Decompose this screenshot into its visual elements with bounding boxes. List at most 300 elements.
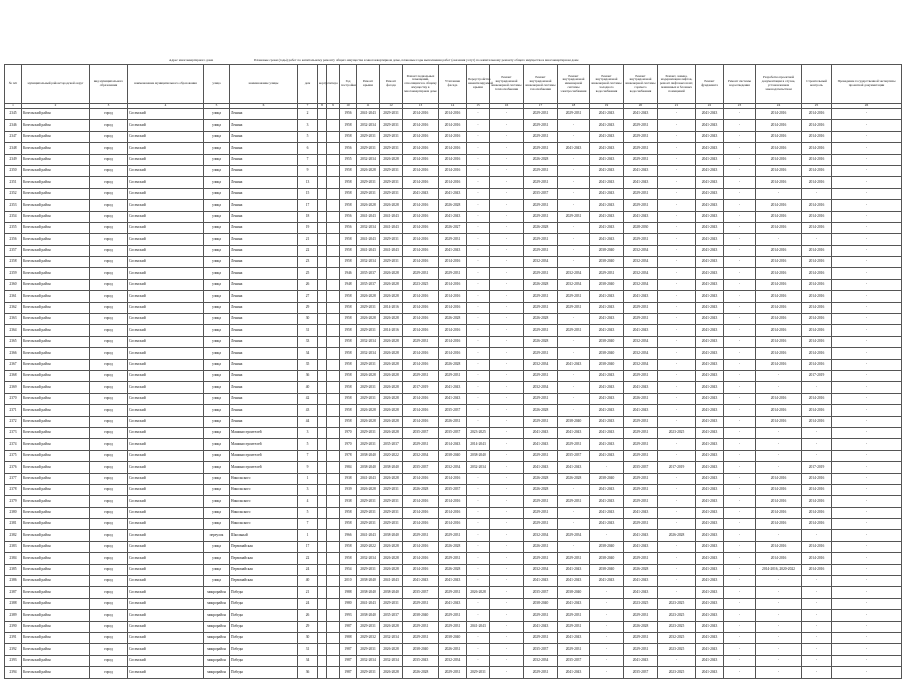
table-cell: 2029-2031 <box>357 359 380 370</box>
table-cell: 2038-2040 <box>590 564 624 575</box>
table-cell: 2026-2028 <box>380 268 403 279</box>
table-cell: - <box>490 598 524 609</box>
table-cell: Козельский район <box>22 268 90 279</box>
table-cell: 13 <box>298 177 318 188</box>
table-cell <box>318 257 327 268</box>
table-cell: 2041-2043 <box>696 496 724 507</box>
table-cell: - <box>490 644 524 655</box>
table-cell: - <box>658 496 696 507</box>
table-cell: - <box>802 576 832 587</box>
table-cell: 1 <box>298 473 318 484</box>
table-cell: 2029-2031 <box>624 370 658 381</box>
table-cell: - <box>756 610 802 621</box>
table-row <box>5 541 902 552</box>
table-cell: 2041-2043 <box>696 667 724 678</box>
table-cell <box>318 507 327 518</box>
table-cell: 2029-2031 <box>357 507 380 518</box>
table-cell <box>318 188 327 199</box>
table-cell: - <box>490 405 524 416</box>
table-cell: 2041-2043 <box>380 245 403 256</box>
table-cell: - <box>467 405 490 416</box>
table-cell: 2382 <box>5 530 22 541</box>
table-cell <box>318 279 327 290</box>
table-cell: 2041-2043 <box>696 519 724 530</box>
table-cell: Сосенский <box>128 109 204 120</box>
table-cell: 2041-2043 <box>590 450 624 461</box>
table-cell: 2035-2037 <box>524 644 558 655</box>
table-cell: город <box>90 450 128 461</box>
table-cell: 1988 <box>340 587 357 598</box>
table-cell: 26 <box>298 610 318 621</box>
table-cell: 2014-2016, 2020-2022 <box>756 564 802 575</box>
table-cell: 2041-2043 <box>439 245 467 256</box>
table-cell: 2032-2034 <box>380 632 403 643</box>
table-cell: 2026-2028 <box>558 473 590 484</box>
table-cell: - <box>467 598 490 609</box>
table-cell: - <box>724 188 756 199</box>
table-cell: - <box>490 234 524 245</box>
table-cell: 2032-2034 <box>624 245 658 256</box>
table-cell: - <box>724 416 756 427</box>
table-cell: 2041-2043 <box>624 541 658 552</box>
table-cell: 2377 <box>5 473 22 484</box>
column-number: 18 <box>558 104 590 109</box>
table-cell: 1958 <box>340 177 357 188</box>
table-cell <box>327 416 340 427</box>
table-cell: 2029-2031 <box>357 188 380 199</box>
table-cell: - <box>724 359 756 370</box>
table-cell: - <box>658 234 696 245</box>
table-cell: Козельский район <box>22 131 90 142</box>
table-cell: 2029-2031 <box>558 291 590 302</box>
col-header: Ремонт крыши <box>357 65 380 104</box>
table-cell: 2014-2016 <box>802 564 832 575</box>
table-cell: - <box>658 416 696 427</box>
table-cell: - <box>724 427 756 438</box>
table-cell: Сосенский <box>128 427 204 438</box>
table-cell: - <box>467 109 490 120</box>
table-cell: - <box>832 109 902 120</box>
table-cell: микрорайон <box>204 667 230 678</box>
table-cell: 2041-2043 <box>403 188 439 199</box>
table-cell: 2041-2043 <box>558 427 590 438</box>
table-cell: - <box>724 405 756 416</box>
table-cell: Сосенский <box>128 473 204 484</box>
table-cell: Козельский район <box>22 644 90 655</box>
table-cell <box>327 154 340 165</box>
table-cell: 18 <box>298 211 318 222</box>
table-cell: 1988 <box>340 632 357 643</box>
table-cell <box>318 348 327 359</box>
table-cell: Козельский район <box>22 496 90 507</box>
table-cell <box>327 325 340 336</box>
table-cell: 2014-2016 <box>756 348 802 359</box>
table-cell: 1966 <box>340 530 357 541</box>
table-cell: - <box>832 507 902 518</box>
col-header: Ремонт системы водоотведения <box>724 65 756 104</box>
table-row <box>5 382 902 393</box>
table-cell <box>327 109 340 120</box>
column-number: 16 <box>490 104 524 109</box>
table-cell: - <box>658 268 696 279</box>
table-cell: 2029-2031 <box>380 507 403 518</box>
table-cell: 2026-2028 <box>524 484 558 495</box>
table-cell: - <box>658 165 696 176</box>
table-cell: 2029-2031 <box>467 667 490 678</box>
table-cell: город <box>90 655 128 666</box>
table-cell: 2029-2031 <box>524 302 558 313</box>
table-cell: Ленина <box>230 257 298 268</box>
table-cell: 2032-2025 <box>658 632 696 643</box>
table-cell: - <box>832 405 902 416</box>
table-cell: 2386 <box>5 576 22 587</box>
table-cell <box>327 405 340 416</box>
table-cell: - <box>832 359 902 370</box>
col-header: дом <box>298 65 318 104</box>
table-cell: 2041-2043 <box>696 439 724 450</box>
table-row <box>5 165 902 176</box>
table-cell: 2041-2043 <box>696 553 724 564</box>
table-cell: 2014-2016 <box>403 541 439 552</box>
table-cell: Сосенский <box>128 530 204 541</box>
table-cell: 2014-2016 <box>403 393 439 404</box>
table-cell <box>327 496 340 507</box>
table-cell: - <box>724 370 756 381</box>
table-cell: 2032-2034 <box>524 655 558 666</box>
table-cell: - <box>558 405 590 416</box>
table-cell: - <box>832 587 902 598</box>
table-cell: 2041-2043 <box>590 222 624 233</box>
table-cell: - <box>490 530 524 541</box>
table-row <box>5 530 902 541</box>
table-cell: - <box>467 177 490 188</box>
table-cell: 2369 <box>5 382 22 393</box>
table-cell: Ленина <box>230 200 298 211</box>
table-cell: 1958 <box>340 245 357 256</box>
table-cell: 2029-2031 <box>558 621 590 632</box>
table-cell: - <box>724 507 756 518</box>
periods-group-label: Плановые сроки (годы) работ по капитальному ремонту общего имущества в многоквартирном доме, плановые годы выполнения работ (оказания услуг) по капитальному ремонту общего имущества в многоквартирном доме <box>254 58 579 62</box>
table-cell: - <box>724 268 756 279</box>
table-cell: 2041-2043 <box>624 177 658 188</box>
table-cell: 2026-2028 <box>624 564 658 575</box>
table-cell: Ленина <box>230 245 298 256</box>
table-cell: - <box>658 211 696 222</box>
table-cell: 2032-2034 <box>524 257 558 268</box>
table-cell: 2014-2016 <box>756 268 802 279</box>
table-cell: 1958 <box>340 325 357 336</box>
table-cell: 2372 <box>5 416 22 427</box>
table-cell: 2014-2016 <box>802 120 832 131</box>
table-cell: - <box>558 382 590 393</box>
col-header: муниципальный район/городской округ <box>22 65 90 104</box>
table-cell: - <box>724 165 756 176</box>
table-cell: - <box>724 314 756 325</box>
table-cell: 2029-2031 <box>380 143 403 154</box>
table-cell: Козельский район <box>22 165 90 176</box>
col-header: корпус <box>318 65 327 104</box>
table-cell <box>318 222 327 233</box>
table-cell: 2014-2016 <box>756 257 802 268</box>
table-cell: город <box>90 120 128 131</box>
table-cell: 1958 <box>340 416 357 427</box>
table-cell: - <box>490 564 524 575</box>
table-cell <box>318 473 327 484</box>
table-cell: 2381 <box>5 519 22 530</box>
table-cell <box>327 336 340 347</box>
table-cell: 2350 <box>5 165 22 176</box>
table-cell: Сосенский <box>128 598 204 609</box>
table-cell <box>327 165 340 176</box>
table-cell: Козельский район <box>22 427 90 438</box>
table-cell: 1970 <box>340 439 357 450</box>
col-header: Разработка проектной документации в случае, установленном законодательством <box>756 65 802 104</box>
table-cell: - <box>724 473 756 484</box>
table-cell: 2041-2043 <box>696 257 724 268</box>
table-cell: - <box>832 325 902 336</box>
table-cell: 1958 <box>340 165 357 176</box>
table-cell: Сосенский <box>128 587 204 598</box>
table-cell: 2026-2028 <box>380 154 403 165</box>
table-cell: 2014-2043 <box>439 439 467 450</box>
table-cell: 2026-2028 <box>439 314 467 325</box>
table-cell: 2041-2043 <box>439 576 467 587</box>
table-cell: 2029-2031 <box>524 553 558 564</box>
table-cell: - <box>490 200 524 211</box>
table-cell <box>327 439 340 450</box>
column-number: 1 <box>5 104 22 109</box>
table-cell: 2394 <box>5 667 22 678</box>
table-cell: - <box>832 165 902 176</box>
table-cell: 2041-2043 <box>590 507 624 518</box>
table-cell: - <box>467 348 490 359</box>
table-cell: - <box>558 257 590 268</box>
table-cell: улица <box>204 143 230 154</box>
table-cell: 2365 <box>5 336 22 347</box>
table-cell: 2345 <box>5 109 22 120</box>
table-cell: Козельский район <box>22 325 90 336</box>
table-cell: 2041-2043 <box>558 667 590 678</box>
table-cell: - <box>724 450 756 461</box>
table-cell <box>318 405 327 416</box>
table-cell: - <box>590 587 624 598</box>
table-cell <box>327 131 340 142</box>
table-cell: 2026-2028 <box>380 291 403 302</box>
table-cell: - <box>558 393 590 404</box>
table-cell: 2029-2031 <box>380 519 403 530</box>
table-cell: Козельский район <box>22 610 90 621</box>
table-cell: 2041-2043 <box>357 530 380 541</box>
table-cell: Сосенский <box>128 553 204 564</box>
table-cell: 2041-2043 <box>696 621 724 632</box>
table-cell: - <box>832 541 902 552</box>
table-cell: 1978 <box>340 450 357 461</box>
table-cell <box>327 348 340 359</box>
table-cell: 2356 <box>5 234 22 245</box>
table-cell: 2041-2043 <box>696 382 724 393</box>
table-cell: - <box>832 564 902 575</box>
table-cell: 2020-2022 <box>380 450 403 461</box>
table-cell: - <box>802 655 832 666</box>
table-cell: 2373 <box>5 427 22 438</box>
table-cell: 2032-2034 <box>403 450 439 461</box>
table-cell: 2029-2031 <box>439 370 467 381</box>
table-cell: 1956 <box>340 109 357 120</box>
table-cell: 1958 <box>340 370 357 381</box>
col-header: Ремонт внутридомовой инженерной системы холодного водоснабжения <box>590 65 624 104</box>
table-cell: 30 <box>298 314 318 325</box>
table-cell <box>327 553 340 564</box>
table-cell: 2023-2025 <box>658 598 696 609</box>
table-cell: 2041-2043 <box>590 405 624 416</box>
table-cell: 2026-2028 <box>439 541 467 552</box>
table-cell: - <box>490 439 524 450</box>
table-cell: город <box>90 564 128 575</box>
table-cell: 2041-2043 <box>696 450 724 461</box>
table-cell: город <box>90 245 128 256</box>
table-cell: 2041-2043 <box>590 393 624 404</box>
table-cell: 2363 <box>5 314 22 325</box>
table-cell: Сосенский <box>128 450 204 461</box>
table-cell: Козельский район <box>22 564 90 575</box>
table-cell: Сосенский <box>128 405 204 416</box>
table-cell: - <box>832 302 902 313</box>
table-cell: Козельский район <box>22 530 90 541</box>
table-cell: 2029-2031 <box>524 370 558 381</box>
table-cell: 2041-2043 <box>624 165 658 176</box>
table-cell: 1987 <box>340 621 357 632</box>
table-row <box>5 587 902 598</box>
table-cell: 9 <box>298 462 318 473</box>
table-cell: город <box>90 279 128 290</box>
table-cell <box>327 450 340 461</box>
table-cell: город <box>90 598 128 609</box>
table-cell: - <box>467 553 490 564</box>
table-row <box>5 131 902 142</box>
table-cell: 2014-2016 <box>403 314 439 325</box>
table-cell: 2014-2016 <box>403 564 439 575</box>
table-cell: 2355 <box>5 222 22 233</box>
table-cell: 2029-2031 <box>524 211 558 222</box>
table-cell: Козельский район <box>22 302 90 313</box>
table-cell: Козельский район <box>22 416 90 427</box>
table-cell: - <box>832 655 902 666</box>
table-cell: 2014-2016 <box>802 177 832 188</box>
table-cell <box>318 382 327 393</box>
column-number: 8 <box>318 104 327 109</box>
table-cell: - <box>658 655 696 666</box>
table-cell: 2026-2028 <box>380 473 403 484</box>
table-cell: 2029-2031 <box>380 598 403 609</box>
table-cell: 2041-2043 <box>357 245 380 256</box>
table-cell: - <box>832 336 902 347</box>
table-cell: Козельский район <box>22 211 90 222</box>
col-header: Ремонт внутридомовой инженерной системы горячего водоснабжения <box>624 65 658 104</box>
table-cell: 2035-2037 <box>439 405 467 416</box>
table-cell: Никольского <box>230 484 298 495</box>
table-cell <box>327 632 340 643</box>
table-cell: 2035-2037 <box>624 462 658 473</box>
table-cell: улица <box>204 302 230 313</box>
table-cell: 2029-2031 <box>624 519 658 530</box>
table-cell: 2029-2031 <box>380 177 403 188</box>
table-cell: 22 <box>298 245 318 256</box>
table-cell: город <box>90 370 128 381</box>
table-cell: Ленина <box>230 416 298 427</box>
table-cell: 2041-2043 <box>380 222 403 233</box>
table-cell: 2390 <box>5 621 22 632</box>
table-cell: 2014-2016 <box>802 484 832 495</box>
table-cell: - <box>832 382 902 393</box>
table-cell: 2014-2016 <box>380 325 403 336</box>
table-cell: Сосенский <box>128 632 204 643</box>
table-cell: 2352 <box>5 188 22 199</box>
table-row <box>5 154 902 165</box>
table-cell: 21 <box>298 587 318 598</box>
table-cell: Никольского <box>230 519 298 530</box>
table-cell <box>318 234 327 245</box>
table-cell: 2014-2016 <box>756 496 802 507</box>
table-cell: 2014-2016 <box>802 257 832 268</box>
table-cell: 2041-2043 <box>696 325 724 336</box>
table-cell: 2029-2031 <box>624 644 658 655</box>
table-cell: 2035-2037 <box>524 188 558 199</box>
table-cell: - <box>756 188 802 199</box>
table-cell: Сосенский <box>128 234 204 245</box>
table-cell: улица <box>204 200 230 211</box>
table-cell: - <box>490 154 524 165</box>
table-cell: - <box>756 234 802 245</box>
table-cell: 2041-2043 <box>696 348 724 359</box>
table-cell: улица <box>204 496 230 507</box>
table-cell: 2035-2037 <box>380 439 403 450</box>
table-cell: - <box>658 359 696 370</box>
table-cell: - <box>658 348 696 359</box>
table-cell: - <box>724 541 756 552</box>
table-cell: 2041-2043 <box>696 564 724 575</box>
table-row <box>5 336 902 347</box>
table-cell: 2041-2043 <box>624 382 658 393</box>
table-cell: Сосенский <box>128 621 204 632</box>
table-cell: 1938 <box>340 496 357 507</box>
table-cell: Победы <box>230 598 298 609</box>
table-cell: Козельский район <box>22 507 90 518</box>
table-cell: 2032-2034 <box>380 655 403 666</box>
table-cell: - <box>724 245 756 256</box>
table-cell <box>318 462 327 473</box>
table-cell: город <box>90 143 128 154</box>
table-cell <box>318 131 327 142</box>
table-cell: - <box>658 484 696 495</box>
table-row <box>5 655 902 666</box>
table-cell <box>327 541 340 552</box>
table-cell: - <box>467 416 490 427</box>
table-cell: - <box>490 382 524 393</box>
table-cell: - <box>724 177 756 188</box>
table-cell: Козельский район <box>22 154 90 165</box>
table-cell <box>327 462 340 473</box>
table-cell: 2041-2043 <box>696 291 724 302</box>
table-cell: 2014-2016 <box>756 336 802 347</box>
column-number: 11 <box>357 104 380 109</box>
table-cell: - <box>490 188 524 199</box>
table-cell: 2038-2040 <box>558 587 590 598</box>
table-cell: - <box>832 439 902 450</box>
table-cell: 2032-2034 <box>439 655 467 666</box>
table-row <box>5 370 902 381</box>
table-cell: 2014-2016 <box>403 222 439 233</box>
table-cell <box>318 109 327 120</box>
